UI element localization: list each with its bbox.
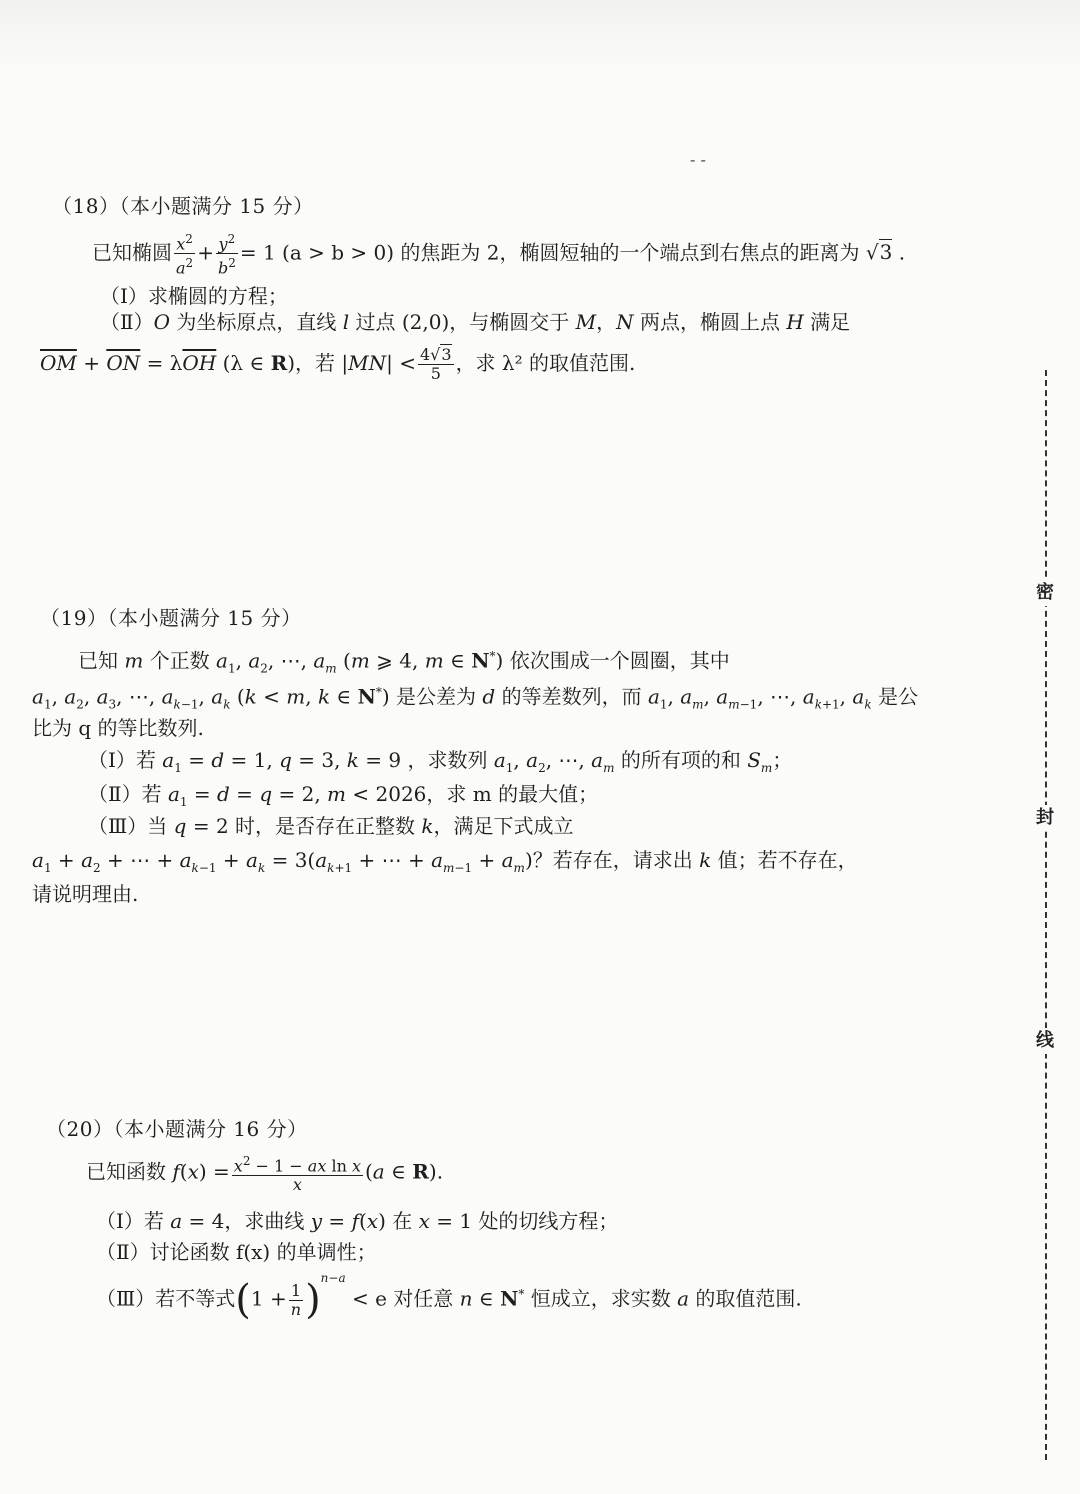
seal-char-1: 密 <box>1032 580 1058 606</box>
problem-19-heading: （19）（本小题满分 15 分） <box>40 606 302 630</box>
problem-19-line-1: 已知 m 个正数 $a_1$, $a_2$, ⋯, $a_m$ (m ⩾ 4, m ∈ N*) 依次围成一个圆圈，其中 <box>78 648 730 676</box>
problem-18-part-1: （Ⅰ）求椭圆的方程； <box>100 284 288 308</box>
problem-19-part-1: （Ⅰ）若 $a_1 = d = 1$, q = 3, k = 9 ，求数列 $a_1$, $a_2$, ⋯, $a_m$ 的所有项的和 $S_m$； <box>88 748 793 775</box>
problem-20-part-1: （Ⅰ）若 a = 4，求曲线 y = f(x) 在 x = 1 处的切线方程； <box>96 1209 619 1233</box>
problem-19-line-2: $a_1$, $a_2$, $a_3$, ⋯, $a_{k-1}$, $a_k$ (k < m, k ∈ N*) 是公差为 d 的等差数列，而 $a_1$, $a_m$, $a_{m-1}$, ⋯, $a_{k+1}$, $a_k$ 是公 <box>32 684 918 712</box>
seal-char-2: 封 <box>1032 805 1058 831</box>
problem-20-part-3: （Ⅲ）若不等式(1 + $\frac{1}{n}$ )$^{n-a}$ < e 对任意 n ∈ N* 恒成立，求实数 a 的取值范围. <box>96 1270 802 1323</box>
problem-19-equation: $a_1 + a_2$ + ⋯ + $a_{k-1} + a_k = 3(a_{k+1}$ + ⋯ + $a_{m-1} + a_m$)？若存在，请求出 k 值；若不存在， <box>32 848 858 875</box>
problem-19-line-3: 比为 q 的等比数列. <box>32 716 204 740</box>
problem-19-part-2: （Ⅱ）若 $a_1 = d = q = 2$, m < 2026，求 m 的最大值； <box>88 782 599 809</box>
problem-20-intro: 已知函数 f(x) = $\frac{x^2 - 1 - ax \ln x}{x}$ (a ∈ R). <box>86 1154 444 1195</box>
problem-19-last-line: 请说明理由. <box>32 882 139 906</box>
problem-18-intro: 已知椭圆 $\frac{x^2}{a^2}$ + $\frac{y^2}{b^2}$ = 1 (a > b > 0) 的焦距为 2，椭圆短轴的一个端点到右焦点的距离为 √3 . <box>92 232 906 278</box>
problem-20-heading: （20）（本小题满分 16 分） <box>46 1117 308 1141</box>
problem-18-part-2: （Ⅱ）O 为坐标原点，直线 l 过点 (2,0)，与椭圆交于 M，N 两点，椭圆上点 H 满足 <box>100 310 851 334</box>
seal-line <box>1045 370 1047 1460</box>
page-top-shade <box>0 0 1080 70</box>
page-mark: - - <box>690 150 706 169</box>
problem-19-part-3: （Ⅲ）当 q = 2 时，是否存在正整数 k，满足下式成立 <box>88 814 574 838</box>
seal-char-3: 线 <box>1032 1028 1058 1054</box>
problem-18-heading: （18）（本小题满分 15 分） <box>52 194 314 218</box>
problem-18-condition: $\overline{OM} + \overline{ON} = \lambda\overline{OH}$ (λ ∈ R)，若 |MN| < $\frac{4√3}{5}$ ，求 λ² 的取值范围. <box>40 345 636 383</box>
problem-20-part-2: （Ⅱ）讨论函数 f(x) 的单调性； <box>96 1240 377 1264</box>
